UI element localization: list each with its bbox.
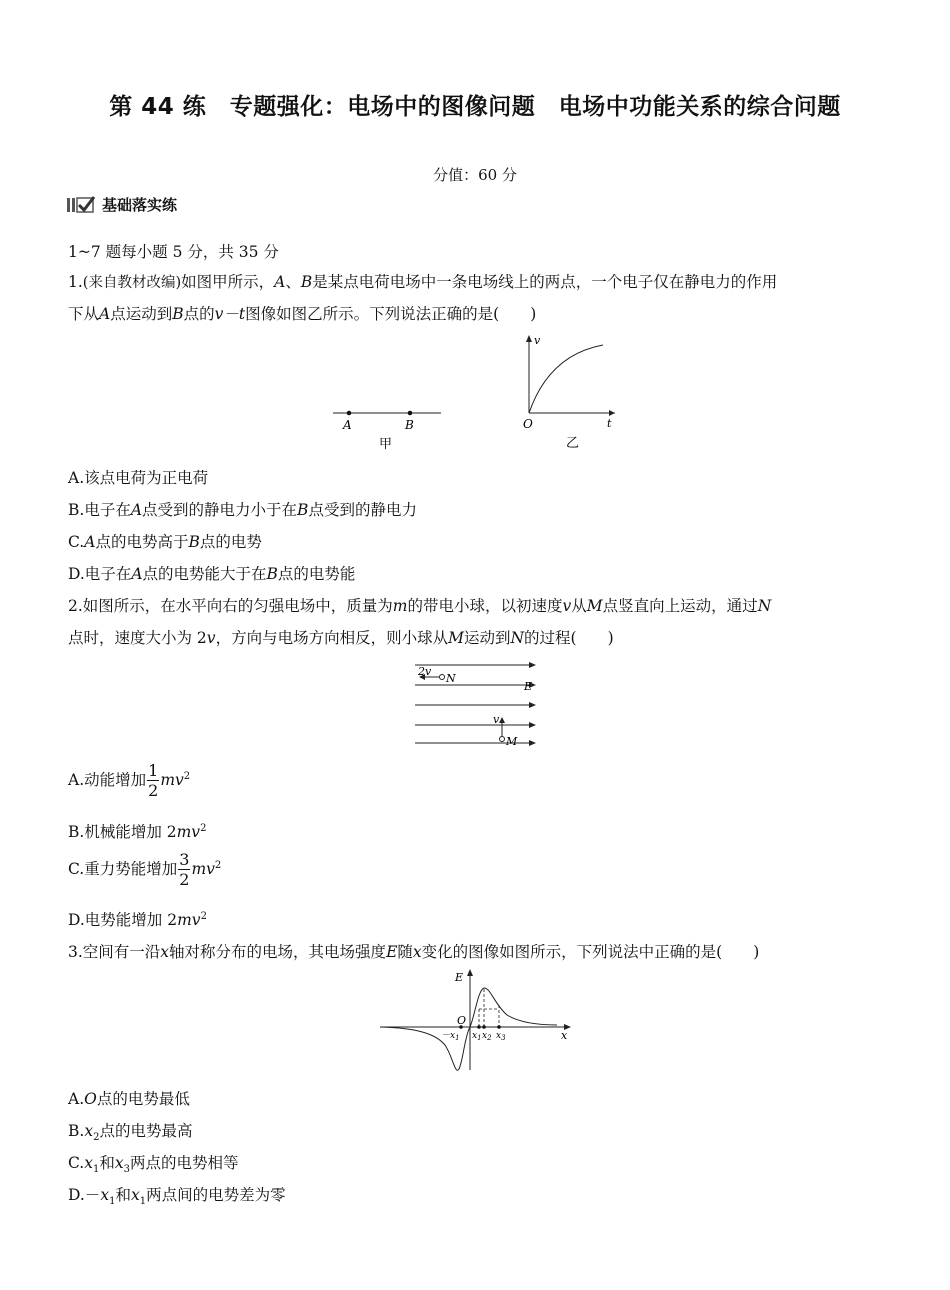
q1-source: (来自教材改编) — [82, 275, 182, 291]
q1-option-d: D.电子在A点的电势能大于在B点的电势能 — [68, 565, 356, 583]
q2-option-d: D.电势能增加 $2mv^2$ — [68, 910, 207, 929]
svg-text:－x1: $-x_1$ — [441, 1031, 460, 1042]
svg-text:x2: $x_2$ — [482, 1031, 492, 1042]
q2-line2: 点时，速度大小为 2v，方向与电场方向相反，则小球从M运动到N的过程( ) — [68, 629, 614, 647]
section-label: 基础落实练 — [102, 196, 178, 214]
svg-text:x3: $x_3$ — [496, 1031, 506, 1042]
q2-fig-label-v: v — [493, 713, 500, 726]
svg-text:x1: $x_1$ — [472, 1031, 482, 1042]
q3-fig-label-e: E — [455, 971, 464, 984]
check-icon — [66, 196, 96, 214]
q1-figure-jia — [325, 395, 450, 455]
q1-fig-caption-jia: 甲 — [379, 437, 393, 452]
q3-option-c: $C.x_1$和$x_3$两点的电势相等 — [68, 1154, 239, 1176]
q3-fig-label-x2: x — [482, 1031, 488, 1041]
fraction-one-half: $\frac{1}{2}$ — [148, 761, 159, 800]
section-header — [66, 194, 177, 215]
q3-line1: 3.空间有一沿x轴对称分布的电场，其电场强度E随x变化的图像如图所示，下列说法中正确的是( ) — [68, 943, 760, 961]
q3-option-b: $B.x_2$点的电势最高 — [68, 1122, 193, 1144]
q3-option-d: $D.-x_1$和$x_1$两点间的电势差为零 — [68, 1186, 286, 1208]
q3-fig-label-o: O — [457, 1014, 467, 1027]
q2-figure — [410, 655, 545, 750]
q1-option-b: B.电子在A点受到的静电力小于在B点受到的静电力 — [68, 501, 417, 519]
q1-option-c: C.A点的电势高于B点的电势 — [68, 533, 262, 551]
q3-fig-label-x-axis: x — [561, 1029, 568, 1042]
score-value: 分值：60 分 — [433, 166, 517, 184]
q3-option-a: A.O点的电势最低 — [68, 1090, 190, 1108]
q2-fig-label-m: M — [506, 735, 518, 748]
q2-option-a: A.动能增加 $\frac{1}{2}$ $mv^2$ — [68, 761, 191, 800]
q1-fig-label-v: v — [534, 334, 541, 347]
q1-fig-label-a: A — [343, 418, 352, 432]
q2-fig-label-n: N — [446, 672, 456, 685]
page-title: 第 44 练 专题强化：电场中的图像问题 电场中功能关系的综合问题 — [109, 94, 841, 120]
q2-option-c: C.重力势能增加 $\frac{3}{2}$ $mv^2$ — [68, 850, 222, 889]
intro-text: 1~7 题每小题 5 分，共 35 分 — [68, 243, 279, 261]
q1-fig-label-o: O — [523, 417, 533, 431]
fraction-three-halves: $\frac{3}{2}$ — [179, 850, 190, 889]
q3-fig-label-neg-x1: －x — [441, 1031, 456, 1041]
q1-fig-caption-yi: 乙 — [566, 436, 580, 451]
q1-figure-yi — [515, 333, 625, 453]
q2-option-b: B.机械能增加 $2mv^2$ — [68, 822, 207, 841]
q1-line2: 下从A点运动到B点的v－t图像如图乙所示。下列说法正确的是( ) — [68, 305, 537, 323]
q2-fig-label-2v: 2v — [418, 665, 432, 678]
q1-fig-label-t: t — [607, 417, 612, 430]
q3-fig-label-x1: x — [472, 1031, 478, 1041]
q2-fig-label-e: E — [524, 680, 533, 693]
q3-fig-label-x3: x — [496, 1031, 502, 1041]
q1-fig-label-b: B — [405, 418, 414, 432]
q1-line1: 1.(来自教材改编)如图甲所示，A、B是某点电荷电场中一条电场线上的两点，一个电子仅在静电力的作用 — [68, 273, 778, 291]
q2-line1: 2.如图所示，在水平向右的匀强电场中，质量为m的带电小球，以初速度v从M点竖直向上运动，通过N — [68, 597, 772, 615]
q1-option-a: A.该点电荷为正电荷 — [68, 469, 209, 487]
q3-figure — [375, 965, 580, 1075]
